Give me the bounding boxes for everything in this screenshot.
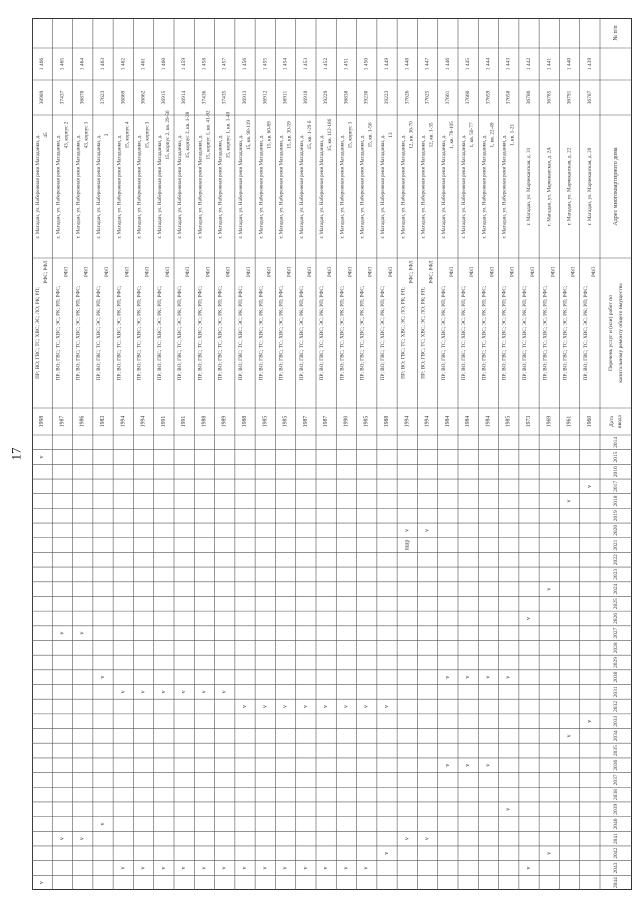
row-year-mark: v bbox=[140, 866, 147, 870]
row-address: г. Магадан, ул. Марчеканская, д. 2А bbox=[546, 147, 553, 226]
row-address: 15, кв. 1-56 bbox=[367, 122, 374, 148]
row-year: 1969 bbox=[546, 415, 553, 428]
row-house-id: 36838 bbox=[343, 90, 350, 105]
row-services: РФЛ bbox=[225, 266, 232, 278]
header-plan-year: 2037 bbox=[613, 774, 619, 786]
header-plan-year: 2017 bbox=[613, 480, 619, 492]
header-plan-year: 2040 bbox=[613, 818, 619, 830]
row-year-mark: v bbox=[465, 675, 472, 679]
row-services: РФЛ bbox=[509, 266, 516, 278]
row-number: 1 446 bbox=[444, 57, 451, 71]
program-table bbox=[32, 18, 632, 890]
row-services: РФЛ bbox=[104, 266, 110, 278]
row-address: г. Магадан, ул. Набережная реки Магаданки, д. bbox=[75, 134, 82, 239]
row-year: 1994 bbox=[404, 415, 411, 428]
row-number: 1 461 bbox=[140, 57, 147, 71]
row-year: 1998 bbox=[39, 415, 46, 428]
row-services: РФЛ bbox=[266, 266, 273, 278]
row-year-mark: v bbox=[363, 705, 370, 709]
row-house-id: 36785 bbox=[546, 90, 553, 105]
row-address: 1, кв. 78-105 bbox=[448, 121, 455, 149]
row-address: г. Магадан, ул. Набережная реки Магаданки, д. bbox=[501, 134, 508, 239]
header-plan-year: 2018 bbox=[613, 495, 619, 507]
row-services: РФС; РФЛ bbox=[408, 260, 415, 284]
row-address: 15, кв. 90-119 bbox=[246, 120, 252, 150]
row-year-mark: v bbox=[100, 822, 106, 826]
header-year: ввода bbox=[617, 415, 623, 428]
row-year-mark: v bbox=[485, 763, 492, 767]
header-plan-year: 2015 bbox=[613, 451, 619, 463]
row-number: 1 457 bbox=[221, 57, 228, 71]
header-plan-year: 2041 bbox=[613, 833, 619, 845]
row-year-mark: v bbox=[526, 866, 532, 870]
row-year: 1961 bbox=[566, 415, 573, 428]
row-house-id: 36869 bbox=[120, 90, 127, 105]
row-year: 1960 bbox=[586, 415, 593, 428]
row-address: 1, кв. 50-77 bbox=[469, 122, 476, 148]
row-address: г. Магадан, ул. Набережная реки Магаданки, д. bbox=[319, 134, 326, 239]
row-house-id: 36910 bbox=[302, 90, 309, 105]
row-house-id: 39230 bbox=[363, 90, 370, 105]
row-year-mark: v bbox=[221, 690, 228, 694]
row-year-mark: v bbox=[39, 455, 46, 459]
row-year: 1994 bbox=[424, 415, 431, 428]
row-services: ПР; ВО; ГВС; ТС; ХВС; ЭС; РК; РП; РФС; bbox=[380, 285, 386, 381]
header-plan-year: 2021 bbox=[613, 539, 619, 551]
row-house-id: 36911 bbox=[282, 90, 289, 105]
row-year-mark: v bbox=[444, 763, 451, 767]
row-address: г. Магадан, ул. Набережная реки Магаданки, д. bbox=[258, 134, 265, 239]
row-year-mark: v bbox=[363, 866, 370, 870]
row-house-id: 36913 bbox=[242, 90, 248, 105]
row-address: 15, корпус 3 bbox=[144, 121, 151, 149]
row-address: 13 bbox=[388, 132, 394, 138]
row-year: 1988 bbox=[384, 415, 390, 428]
row-services: ПР; ВО; ГВС; ТС; ХВС; ЭС; РК; РП; РФС; bbox=[116, 285, 123, 381]
row-services: ПР; ВО; ГВС; ТС; ХВС; ЭС; РК; РП; РФС; bbox=[339, 285, 346, 381]
row-year: 1988 bbox=[201, 415, 208, 428]
row-year-mark: v bbox=[59, 631, 66, 635]
row-services: РФЛ bbox=[306, 266, 313, 278]
row-year-mark: v bbox=[181, 690, 188, 694]
row-year-mark: v bbox=[120, 866, 127, 870]
row-year: 1985 bbox=[282, 415, 289, 428]
row-address: 15, корпус 1, кв. 1-40 bbox=[225, 111, 232, 159]
row-number: 1 441 bbox=[546, 57, 553, 71]
row-address: г. Магадан, ул. Марчеканская, д. 31 bbox=[526, 147, 532, 226]
row-year-mark: v bbox=[160, 866, 167, 870]
row-year: 1987 bbox=[59, 415, 66, 428]
row-house-id: 36915 bbox=[160, 90, 167, 105]
row-services: ПР; ВО; ГВС; ТС; ХВС; ЭС; РК; РП; РФС; bbox=[542, 285, 549, 381]
row-year-mark: v bbox=[526, 616, 532, 620]
row-services: РФЛ bbox=[469, 266, 476, 278]
row-services: ПР; ВО; ГВС; ТС; ХВС; ЭС; РК; РП; РФС; bbox=[582, 285, 589, 381]
row-year: 1994 bbox=[140, 415, 147, 428]
row-number: 1 465 bbox=[59, 57, 66, 71]
row-year-mark: v bbox=[323, 705, 330, 709]
row-services: ПР; ВО; ГВС; ТС; ХВС; ЭС; РК; РП; РФС; bbox=[217, 285, 224, 381]
row-services: РФЛ bbox=[246, 266, 252, 278]
row-address: 12, кв. 36-70 bbox=[408, 121, 415, 149]
row-house-id: 37435 bbox=[221, 90, 228, 105]
row-services: ПР; ВО; ГВС; ТС; ХВС; ЭС; РК; РП; РФС; bbox=[522, 285, 528, 381]
row-services: РФЛ bbox=[205, 266, 212, 278]
header-plan-year: 2039 bbox=[613, 803, 619, 815]
row-year: 1991 bbox=[181, 415, 188, 428]
row-year-mark: v bbox=[201, 690, 208, 694]
row-address: г. Магадан, ул. Набережная реки Магаданки, д. bbox=[217, 134, 224, 239]
row-year-mark: v bbox=[181, 866, 188, 870]
header-year: Дата bbox=[609, 416, 615, 427]
row-year: 1983 bbox=[100, 415, 106, 428]
row-year-mark: v bbox=[120, 690, 127, 694]
row-services: РФЛ bbox=[489, 266, 496, 278]
row-year-mark: v bbox=[465, 763, 472, 767]
row-services: РФС; РФЛ bbox=[428, 260, 435, 284]
row-number: 1 439 bbox=[586, 57, 593, 71]
row-year: 1984 bbox=[485, 415, 492, 428]
header-plan-year: 2035 bbox=[613, 745, 619, 757]
row-services: ПР; ВО; ГВС; ТС; ХВС; ЭС; РК; РП; РФС; bbox=[75, 285, 82, 381]
program-table-grid bbox=[32, 18, 632, 890]
row-year-mark: v bbox=[586, 484, 593, 488]
row-services: РФЛ bbox=[124, 266, 131, 278]
header-plan-year: 2023 bbox=[613, 568, 619, 580]
row-address: г. Магадан, ул. Набережная реки Магаданки, д. bbox=[380, 134, 386, 239]
row-year: 1987 bbox=[302, 415, 309, 428]
row-address: г. Магадан, ул. Набережная реки Магаданки, д. bbox=[35, 134, 42, 239]
row-services: ПР; ВО; ГВС; ТС; ХВС; ЭС; РК; РП; РФС; bbox=[197, 285, 204, 381]
row-services: РФЛ bbox=[185, 266, 192, 278]
row-address: г. Магадан, ул. Набережная реки Магаданки, д. bbox=[177, 134, 184, 239]
row-address: 15, кв. 112-186 bbox=[327, 118, 334, 152]
row-services: ПР; ВО; ГВС; ТС; ХВС; ЭС; РК; РП; РФС; bbox=[177, 285, 184, 381]
row-year: 1994 bbox=[120, 415, 127, 428]
row-number: 1 440 bbox=[566, 57, 573, 71]
row-address: 15, корпус 2, кв. 1-28 bbox=[185, 111, 192, 159]
row-address: 15, кв. 1-29 б bbox=[306, 120, 313, 150]
row-address: г. Магадан, ул. Набережная реки Магаданки, д. bbox=[461, 134, 468, 239]
row-number: 1 447 bbox=[424, 57, 431, 71]
header-plan-year: 2020 bbox=[613, 524, 619, 536]
header-plan-year: 2043 bbox=[613, 862, 619, 874]
row-number: 1 444 bbox=[485, 57, 492, 71]
row-number: 1 460 bbox=[160, 57, 167, 71]
header-plan-year: 2032 bbox=[613, 701, 619, 713]
row-year-mark: v bbox=[404, 837, 411, 841]
header-address: Адрес многоквартирного дома bbox=[613, 147, 619, 226]
header-plan-year: 2038 bbox=[613, 789, 619, 801]
row-year-mark: v bbox=[343, 705, 350, 709]
row-year-mark: v bbox=[424, 837, 431, 841]
row-number: 1 451 bbox=[343, 57, 350, 71]
row-house-id: 36787 bbox=[586, 90, 593, 105]
row-services: ПР; ВО; ГВС; ТС; ХВС; ЭС; РК; РП; РФС; bbox=[238, 285, 244, 381]
row-number: 1 455 bbox=[262, 57, 269, 71]
row-number: 1 466 bbox=[39, 57, 46, 71]
row-services: ПР; ВО; ГВС; ТС; ХВС; ЭС; РК; РП; РФС; bbox=[501, 285, 508, 381]
row-year-mark: v bbox=[262, 866, 269, 870]
row-year-mark: v bbox=[566, 499, 573, 503]
row-address: г. Магадан, ул. Набережная реки Магаданки, д. bbox=[156, 134, 163, 239]
row-address: г. Магадан, ул. Набережная реки Магаданки, д. bbox=[440, 134, 447, 239]
row-services: ПР; ВО; ГВС; ТС; ХВС; ЭС; РК; РП; РФС; bbox=[298, 285, 305, 381]
row-address: г. Магадан, ул. Набережная реки Магаданки, д. bbox=[238, 134, 244, 239]
row-house-id: 36862 bbox=[140, 90, 147, 105]
header-plan-year: 2014 bbox=[613, 436, 619, 448]
row-year-mark: v bbox=[302, 705, 309, 709]
header-services: капитальному ремонту общего имущества bbox=[618, 283, 624, 383]
row-year-mark: v bbox=[140, 690, 147, 694]
header-plan-year: 2036 bbox=[613, 759, 619, 771]
row-year-mark: v bbox=[485, 675, 492, 679]
row-services: ПР; ВО; ГВС; ТС; ХВС; ЭС; РК; РП; РФС; bbox=[55, 285, 62, 381]
row-number: 1 462 bbox=[120, 57, 127, 71]
row-year-mark: v bbox=[384, 851, 390, 855]
header-plan-year: 2029 bbox=[613, 657, 619, 668]
row-services: РФЛ bbox=[448, 266, 455, 278]
row-house-id: 36912 bbox=[262, 90, 269, 105]
row-services: ПР; ВО; ГВС; ТС; ХВС; ЭС; РК; РП; РФС; bbox=[562, 285, 569, 381]
header-plan-year: 2027 bbox=[613, 627, 619, 639]
row-year-mark: v bbox=[282, 705, 289, 709]
row-number: 1 445 bbox=[465, 57, 472, 71]
row-address: 15, корпус 4 bbox=[124, 121, 131, 149]
row-year-mark: v bbox=[302, 866, 309, 870]
header-plan-year: 2033 bbox=[613, 715, 619, 727]
row-services: ПР; ВО; ГВС; ТС; ХВС; ЭС; РК; РП; РФС; bbox=[319, 285, 326, 381]
row-address: г. Магадан, ул. Набережная реки Магаданки, д. bbox=[55, 134, 62, 239]
row-address: г. Магадан, ул. Набережная реки Магаданки, д. bbox=[96, 134, 102, 239]
row-address: г. Магадан, ул. Набережная реки Магаданки, д. bbox=[400, 134, 407, 239]
row-number: 1 453 bbox=[302, 57, 309, 71]
header-plan-year: 2016 bbox=[613, 466, 619, 478]
row-services: ПР; ВО; ГВС; ТС; ХВС; ЭС; РК; РП; РФС; bbox=[136, 285, 143, 381]
row-year-mark: v bbox=[424, 528, 431, 532]
row-house-id: 38989 bbox=[39, 90, 46, 105]
row-year-mark: v bbox=[566, 734, 573, 738]
row-number: 1 456 bbox=[242, 57, 248, 71]
row-services: ПР; ВО; ГВС; ТС; ХВС; ЭС; РК; РП; РФС; bbox=[258, 285, 265, 381]
row-address: 15, кв. 60-89 bbox=[266, 121, 273, 149]
header-plan-year: 2022 bbox=[613, 554, 619, 566]
row-address: г. Магадан, ул. Набережная реки Магаданки, д. bbox=[116, 134, 123, 239]
row-year: 1989 bbox=[221, 415, 228, 428]
header-plan-year: 2026 bbox=[613, 612, 619, 624]
row-services: РФЛ bbox=[83, 266, 90, 278]
row-year-mark: v bbox=[221, 866, 228, 870]
row-address: 15, кв. 30-59 bbox=[286, 121, 293, 149]
row-year-mark: v bbox=[546, 587, 553, 591]
row-services: РФЛ bbox=[570, 266, 577, 278]
row-house-id: 36786 bbox=[526, 90, 532, 105]
row-address: г. Магадан, ул. Набережная реки Магаданки, д. bbox=[359, 134, 366, 239]
row-address: г. Магадан, ул. Набережная реки Магаданки, д. bbox=[136, 134, 143, 239]
row-house-id: 37658 bbox=[505, 90, 512, 105]
header-services: Перечень услуг и (или) работ по bbox=[608, 295, 614, 371]
row-number: 1 454 bbox=[282, 57, 289, 71]
row-services: ПР; ВО; ГВС; ТС; ХВС; ЭС; ЛО; РК; РП; bbox=[400, 287, 407, 379]
row-year-mark: v bbox=[242, 705, 248, 709]
row-year: 1988 bbox=[242, 415, 248, 428]
header-plan-year: 2019 bbox=[613, 510, 619, 522]
row-number: 1 448 bbox=[404, 57, 411, 71]
row-year: 1985 bbox=[262, 415, 269, 428]
header-plan-year: 2024 bbox=[613, 583, 619, 595]
row-services: РФЛ bbox=[367, 266, 374, 278]
row-year-mark: v bbox=[343, 866, 350, 870]
row-services: РФЛ bbox=[164, 266, 171, 278]
row-year-mark: v bbox=[201, 866, 208, 870]
row-services: ПР; ВО; ГВС; ТС; ХВС; ЭС; РК; РП; РФС; bbox=[461, 285, 468, 381]
row-year: 1984 bbox=[465, 415, 472, 428]
row-number: 1 449 bbox=[384, 57, 390, 71]
row-number: 1 443 bbox=[505, 57, 512, 71]
row-year-mark: v bbox=[79, 631, 86, 635]
header-number: № п/п bbox=[613, 25, 619, 41]
row-year: 1985 bbox=[363, 415, 370, 428]
row-address: г. Магадан, ул. Марчеканская, д. 22 bbox=[566, 147, 573, 226]
row-number: 1 452 bbox=[323, 57, 330, 71]
row-services: РФЛ bbox=[550, 266, 557, 278]
row-services: ПР; ВО; ГВС; ТС; ХВС; ЭС; РК; РП; РФС; bbox=[481, 285, 488, 381]
header-plan-year: 2044 bbox=[613, 877, 619, 889]
row-services: РФЛ bbox=[530, 266, 536, 278]
row-house-id: 37660 bbox=[465, 90, 472, 105]
row-address: 12, кв. 1-35 bbox=[428, 122, 435, 148]
row-house-id: 36914 bbox=[181, 90, 188, 105]
row-services: ПР; ВО; ГВС; ТС; ХВС; ЭС; РК; РП; РФС; bbox=[96, 285, 102, 381]
row-house-id: 39229 bbox=[323, 90, 330, 105]
row-number: 1 459 bbox=[181, 57, 188, 71]
row-year-mark: v bbox=[505, 807, 512, 811]
row-address: 15, корпус 2, кв. 29-56 bbox=[164, 110, 171, 160]
row-house-id: 36870 bbox=[79, 90, 86, 105]
row-services: РФЛ bbox=[327, 266, 334, 278]
row-house-id: 37625 bbox=[424, 90, 431, 105]
row-number: 1 458 bbox=[201, 57, 208, 71]
header-plan-year: 2031 bbox=[613, 686, 619, 698]
row-services: ПР; ВО; ГВС; ТС; ХВС; ЭС; РК; РП; РФС; bbox=[278, 285, 285, 381]
row-house-id: 37623 bbox=[100, 90, 106, 105]
row-address: 15, корпус 1, кв. 41-92 bbox=[205, 110, 212, 160]
row-services: РФЛ bbox=[144, 266, 151, 278]
header-plan-year: 2028 bbox=[613, 642, 619, 654]
row-services: ПР; ВО; ГВС; ТС; ХВС; ЭС; ЛО; РК; РП; bbox=[420, 287, 427, 379]
row-number: 1 463 bbox=[100, 57, 106, 71]
row-services: РФС; РФЛ bbox=[43, 260, 50, 284]
row-year-mark: v bbox=[586, 719, 593, 723]
row-address: 3 bbox=[104, 133, 110, 137]
row-address: г. Магадан, ул. Набережная реки Магаданки, д. bbox=[197, 134, 204, 239]
row-house-id: 37661 bbox=[444, 90, 451, 105]
row-year: 1991 bbox=[160, 415, 167, 428]
row-services: ПР; ВО; ГВС; ТС; ХВС; ЭС; РК; РП; РФС; bbox=[440, 285, 447, 381]
row-address: 15, корпус 1 bbox=[347, 121, 354, 149]
row-year: 1984 bbox=[444, 415, 451, 428]
row-address: 1, кв. 1-21 bbox=[509, 123, 516, 147]
row-year-mark: v bbox=[79, 837, 86, 841]
row-year: 1985 bbox=[505, 415, 512, 428]
row-address: 43, корпус 1 bbox=[83, 121, 90, 149]
row-year-mark: v bbox=[323, 866, 330, 870]
header-plan-year: 2042 bbox=[613, 847, 619, 859]
row-year-mark: v bbox=[100, 675, 106, 679]
row-year: 1986 bbox=[79, 415, 86, 428]
row-number: 1 450 bbox=[363, 57, 370, 71]
row-address: г. Магадан, ул. Набережная реки Магаданки, д. bbox=[420, 134, 427, 239]
row-year: 1990 bbox=[343, 415, 350, 428]
row-year-mark: v bbox=[39, 881, 46, 885]
row-year-mark: v bbox=[59, 837, 66, 841]
row-year-mark: v bbox=[505, 675, 512, 679]
row-services: ПР; ВО; ГВС; ТС; ХВС; ЭС; ЛО; РК; РП; bbox=[35, 287, 42, 379]
row-year-mark: v bbox=[444, 675, 451, 679]
row-year: 1987 bbox=[323, 415, 330, 428]
page-number: 17 bbox=[8, 447, 24, 461]
row-address: г. Магадан, ул. Набережная реки Магаданки, д. bbox=[298, 134, 305, 239]
header-plan-year: 2030 bbox=[613, 671, 619, 683]
row-house-id: 37436 bbox=[201, 90, 208, 105]
row-services: РФЛ bbox=[590, 266, 597, 278]
row-year: 1973 bbox=[526, 415, 532, 428]
row-address: г. Магадан, ул. Марчеканская, д. 20 bbox=[586, 147, 593, 226]
row-year-mark: v bbox=[160, 690, 167, 694]
row-house-id: 37437 bbox=[59, 90, 66, 105]
row-year-mark: v bbox=[282, 866, 289, 870]
row-number: 1 442 bbox=[526, 57, 532, 71]
row-services: ПР; ВО; ГВС; ТС; ХВС; ЭС; РК; РП; РФС; bbox=[156, 285, 163, 381]
row-address: г. Магадан, ул. Набережная реки Магаданки, д. bbox=[278, 134, 285, 239]
row-house-id: 37626 bbox=[404, 90, 411, 105]
row-year-mark: v bbox=[262, 705, 269, 709]
row-services: РФЛ bbox=[347, 266, 354, 278]
row-services: ПР; ВО; ГВС; ТС; ХВС; ЭС; РК; РП; РФС; bbox=[359, 285, 366, 381]
row-address: г. Магадан, ул. Набережная реки Магаданки, д. bbox=[481, 134, 488, 239]
row-year-mark: v bbox=[546, 851, 553, 855]
row-house-id: 39223 bbox=[384, 90, 390, 105]
row-house-id: 37659 bbox=[485, 90, 492, 105]
handwritten-annotation: пшр bbox=[404, 539, 411, 551]
row-address: 43, корпус 2 bbox=[63, 121, 70, 149]
row-house-id: 36791 bbox=[566, 90, 573, 105]
header-plan-year: 2025 bbox=[613, 598, 619, 610]
row-services: РФЛ bbox=[388, 266, 394, 278]
row-services: РФЛ bbox=[63, 266, 70, 278]
row-services: РФЛ bbox=[286, 266, 293, 278]
header-plan-year: 2034 bbox=[613, 730, 619, 742]
row-address: 1, кв. 22-49 bbox=[489, 122, 496, 148]
row-year-mark: v bbox=[384, 705, 390, 709]
row-year-mark: v bbox=[242, 866, 248, 870]
row-number: 1 464 bbox=[79, 57, 86, 71]
row-address: 45 bbox=[43, 132, 50, 138]
row-address: г. Магадан, ул. Набережная реки Магаданки, д. bbox=[339, 134, 346, 239]
row-year-mark: v bbox=[404, 528, 411, 532]
